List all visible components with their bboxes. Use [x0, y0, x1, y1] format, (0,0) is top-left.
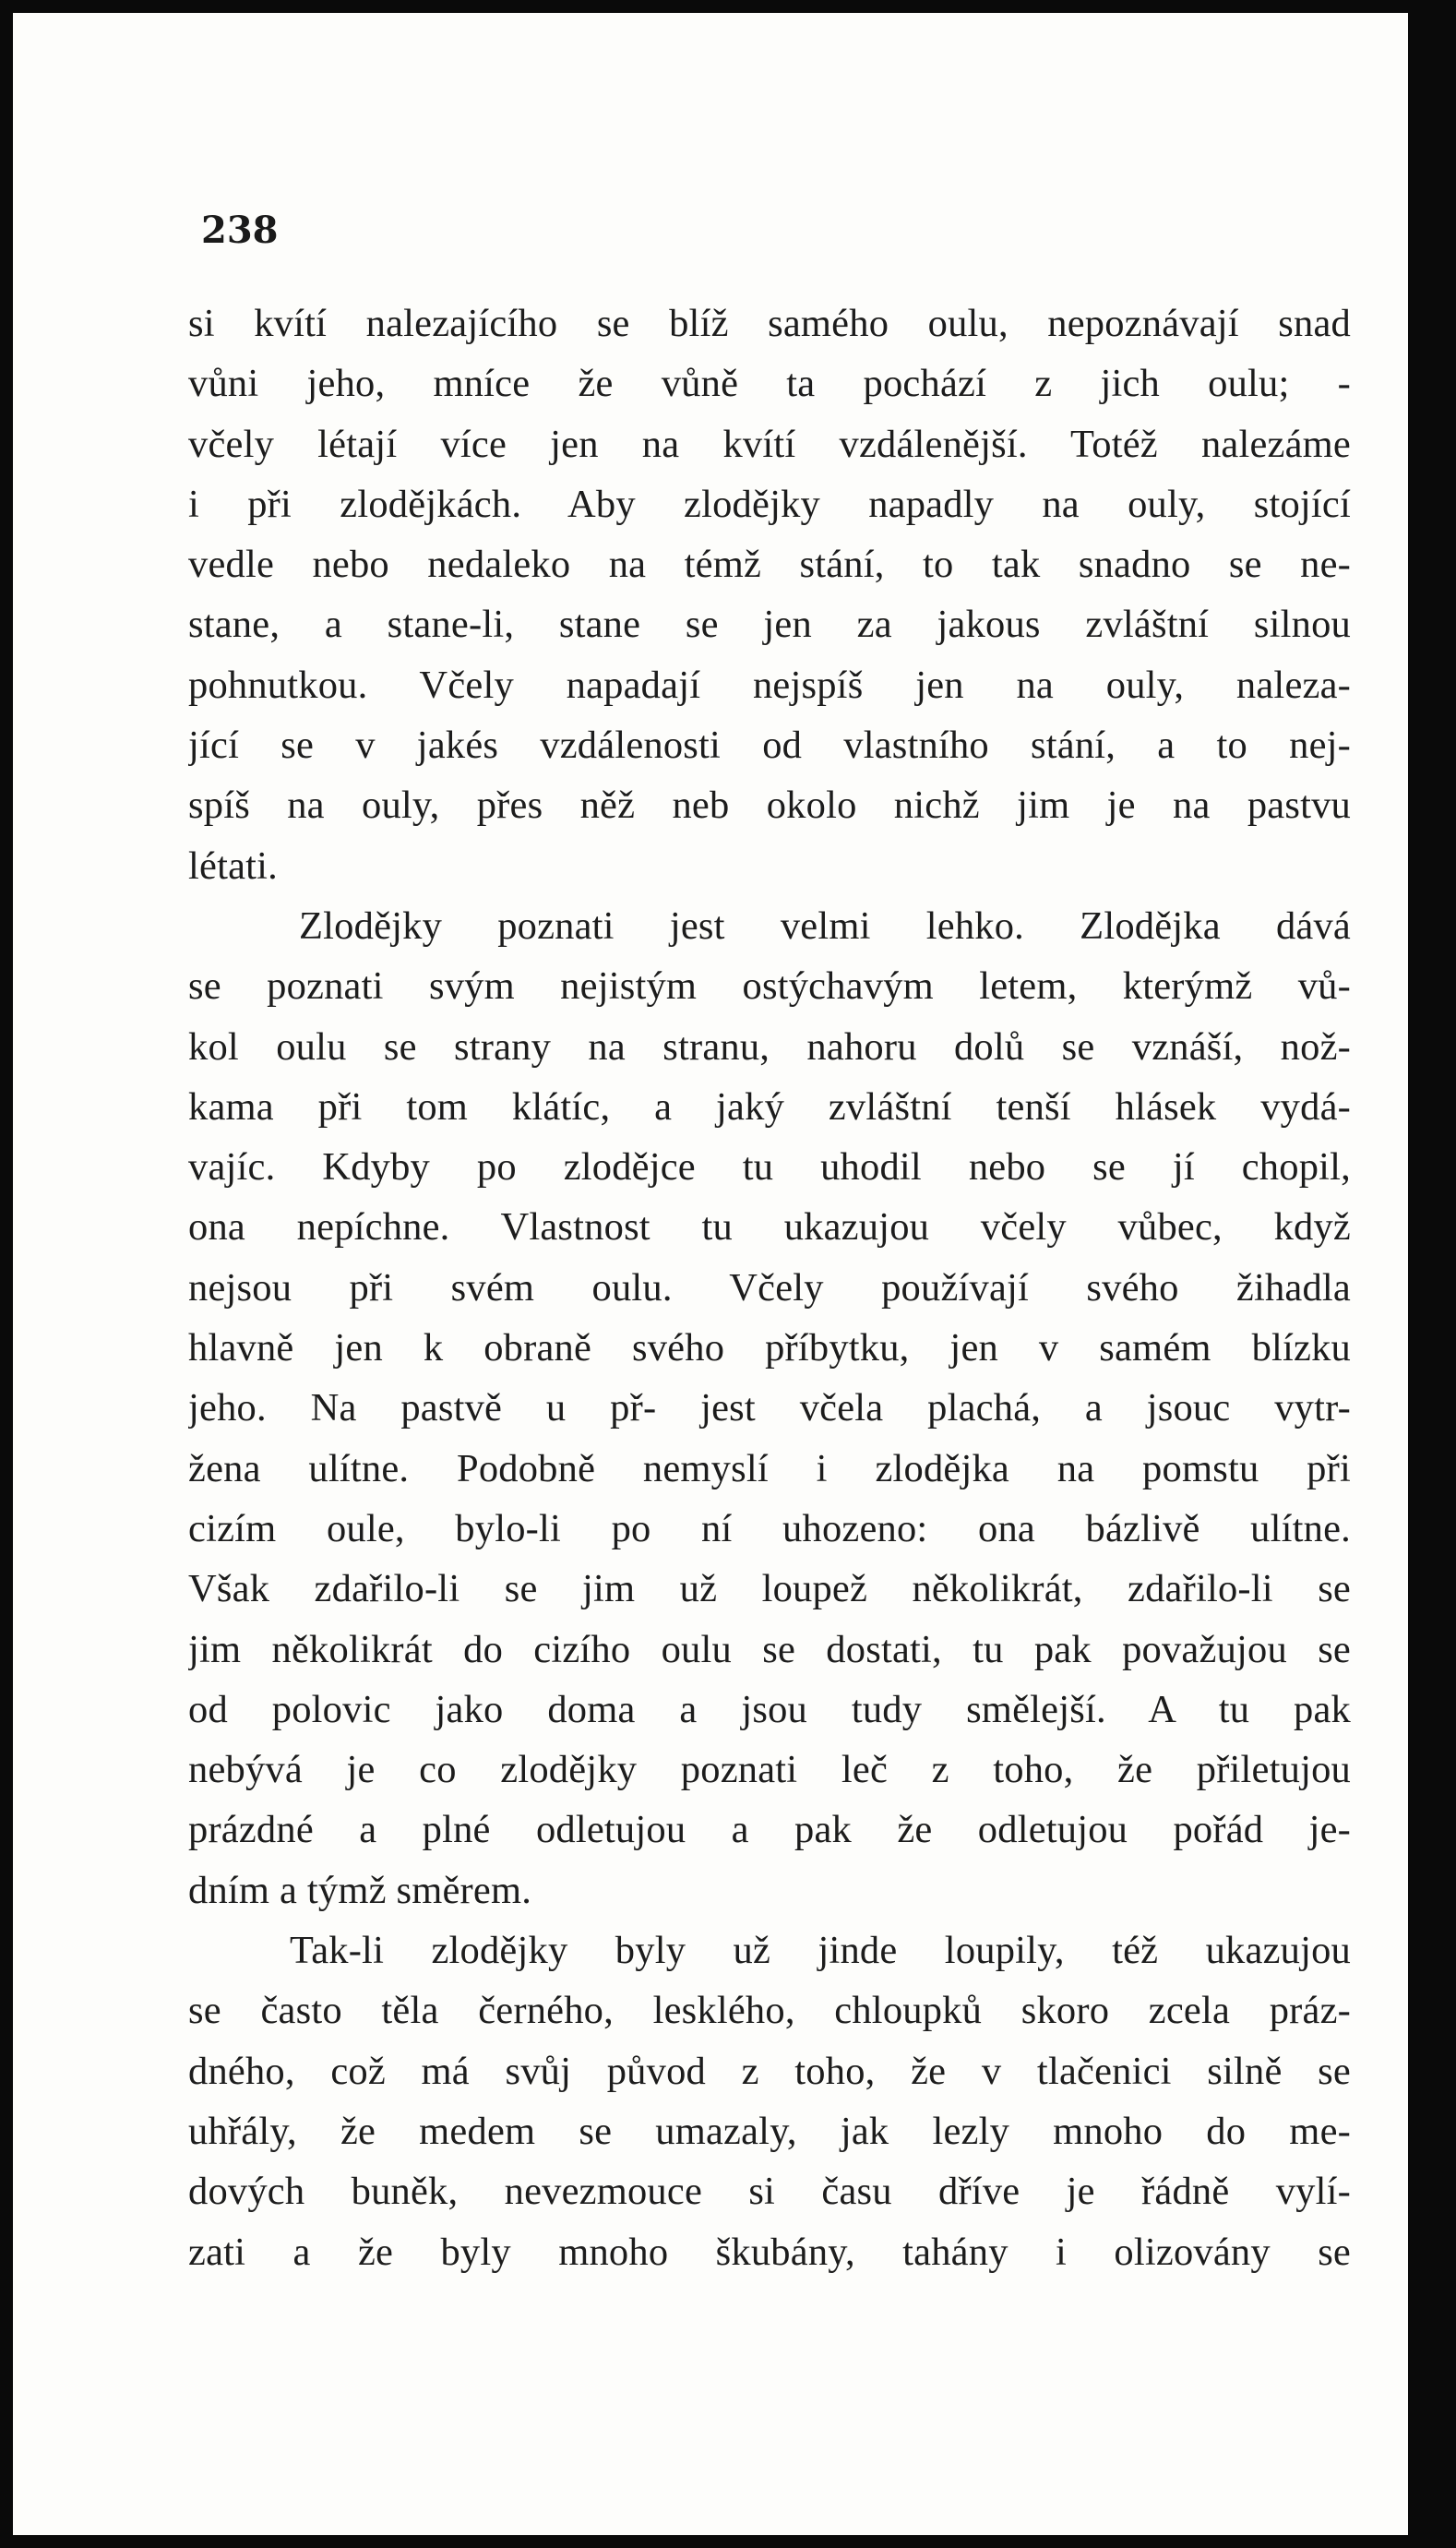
text-line: stane, a stane-li, stane se jen za jakous zvláštní silnou [188, 603, 1351, 647]
text-line: vůni jeho, mníce že vůně ta pochází z jich oulu; - [188, 362, 1351, 406]
text-line: Zlodějky poznati jest velmi lehko. Zlodějka dává [299, 903, 1351, 948]
text-line: jící se v jakés vzdálenosti od vlastního stání, a to nej- [188, 724, 1351, 768]
text-line: hlavně jen k obraně svého příbytku, jen v samém blízku [188, 1326, 1351, 1370]
text-line: uhřály, že medem se umazaly, jak lezly mnoho do me- [188, 2109, 1351, 2153]
text-line: létati. [188, 843, 278, 888]
text-line: žena ulítne. Podobně nemyslí i zlodějka na pomstu při [188, 1446, 1351, 1490]
text-line: zati a že byly mnoho škubány, tahány i olizovány se [188, 2230, 1351, 2274]
text-line: pohnutkou. Včely napadají nejspíš jen na ouly, naleza- [188, 663, 1351, 707]
text-line: jeho. Na pastvě u př- jest včela plachá, a jsouc vytr- [188, 1386, 1351, 1430]
page-edge-shadow [1408, 13, 1432, 2535]
text-line: ona nepíchne. Vlastnost tu ukazujou včely vůbec, když [188, 1205, 1351, 1250]
text-line: nebývá je co zlodějky poznati leč z toho, že přiletujou [188, 1748, 1351, 1792]
text-line: vajíc. Kdyby po zlodějce tu uhodil nebo se jí chopil, [188, 1145, 1351, 1190]
text-line: kol oulu se strany na stranu, nahoru dolů se vznáší, nož- [188, 1024, 1351, 1069]
text-line: od polovic jako doma a jsou tudy smělejší. A tu pak [188, 1687, 1351, 1731]
text-line: se často těla černého, lesklého, chloupků skoro zcela práz- [188, 1989, 1351, 2033]
text-line: kama při tom klátíc, a jaký zvláštní tenší hlásek vydá- [188, 1084, 1351, 1129]
text-line: Však zdařilo-li se jim už loupež několikrát, zdařilo-li se [188, 1567, 1351, 1611]
text-line: jim několikrát do cizího oulu se dostati, tu pak považujou se [188, 1627, 1351, 1671]
text-line: vedle nebo nedaleko na témž stání, to tak snadno se ne- [188, 543, 1351, 587]
text-line: Tak-li zlodějky byly už jinde loupily, též ukazujou [290, 1929, 1351, 1973]
text-line: spíš na ouly, přes něž neb okolo nichž jim je na pastvu [188, 784, 1351, 828]
text-line: si kvítí nalezajícího se blíž samého oulu, nepoznávají snad [188, 302, 1351, 345]
text-line: nejsou při svém oulu. Včely používají svého žihadla [188, 1265, 1351, 1310]
text-line: dného, což má svůj původ z toho, že v tlačenici silně se [188, 2049, 1351, 2093]
text-line: se poznati svým nejistým ostýchavým letem, kterýmž vů- [188, 964, 1351, 1009]
text-line: cizím oule, bylo-li po ní uhozeno: ona bázlivě ulítne. [188, 1506, 1351, 1550]
text-line: prázdné a plné odletujou a pak že odletujou pořád je- [188, 1808, 1351, 1852]
body-text [188, 293, 1351, 2282]
text-line: dním a týmž směrem. [188, 1868, 532, 1912]
page-number: 238 [201, 209, 279, 252]
book-page [13, 13, 1432, 2535]
text-line: dových buněk, nevezmouce si času dříve je řádně vylí- [188, 2170, 1351, 2214]
text-line: i při zlodějkách. Aby zlodějky napadly na ouly, stojící [188, 482, 1351, 526]
text-line: včely létají více jen na kvítí vzdálenější. Totéž nalezáme [188, 422, 1351, 466]
